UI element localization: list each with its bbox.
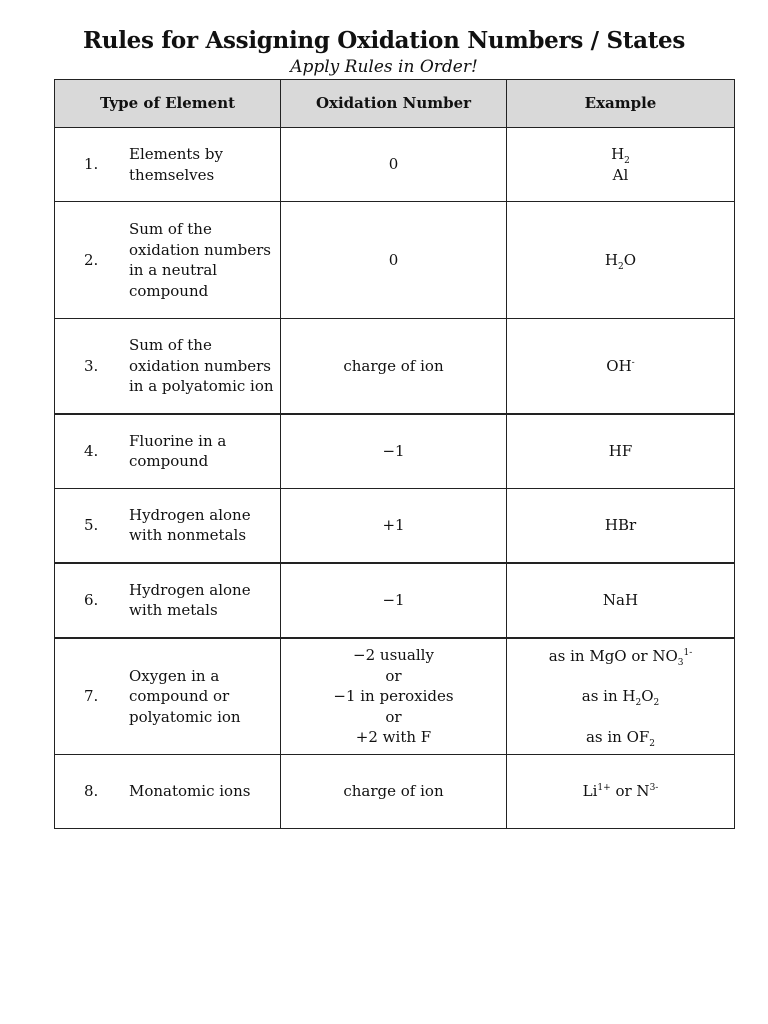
formula-part: 2 — [649, 738, 656, 749]
oxidation-line: or — [385, 666, 402, 685]
oxidation-cell — [281, 638, 507, 755]
formula-part: 1- — [683, 647, 693, 658]
example-cell — [507, 638, 735, 755]
oxidation-value: 0 — [388, 250, 399, 269]
table-body — [55, 128, 735, 829]
rule-number: 4. — [84, 442, 99, 460]
formula-part: O — [623, 250, 637, 269]
example-cell — [507, 128, 735, 202]
type-cell — [55, 128, 281, 202]
formula-part: Li — [582, 782, 598, 801]
example-formula — [507, 646, 734, 667]
rule-number: 8. — [84, 782, 99, 801]
example-formula — [507, 727, 734, 748]
table-header-row — [55, 80, 735, 128]
oxidation-line: +2 with F — [355, 728, 432, 746]
rule-number: 7. — [84, 687, 99, 705]
rule-type-label: Sum of the oxidation numbers in a neutral compound — [129, 220, 272, 300]
oxidation-cell — [281, 489, 507, 563]
rule-number: 5. — [84, 516, 99, 534]
oxidation-value: charge of ion — [343, 356, 444, 375]
type-cell — [55, 489, 281, 563]
example-formula — [507, 165, 734, 186]
rule-number: 1. — [84, 155, 99, 174]
oxidation-line: −1 in peroxides — [333, 687, 454, 705]
example-formula — [507, 441, 734, 462]
example-cell — [507, 755, 735, 829]
page-title: Rules for Assigning Oxidation Numbers / States — [82, 27, 686, 54]
type-cell — [55, 638, 281, 755]
table-row — [55, 755, 735, 829]
formula-part: as in MgO or NO — [548, 646, 678, 665]
rules-table — [54, 79, 735, 829]
example-formula — [507, 515, 734, 536]
oxidation-value: −1 — [382, 590, 405, 609]
type-cell — [55, 202, 281, 319]
table-row — [55, 319, 735, 414]
table-row — [55, 414, 735, 489]
example-formula — [507, 356, 734, 377]
column-header-example: Example — [507, 80, 735, 128]
example-cell — [507, 489, 735, 563]
example-formula — [507, 144, 734, 165]
oxidation-cell — [281, 319, 507, 414]
example-cell — [507, 563, 735, 638]
example-cell — [507, 319, 735, 414]
table-row — [55, 638, 735, 755]
type-cell — [55, 563, 281, 638]
formula-part: H — [604, 250, 619, 269]
oxidation-cell — [281, 755, 507, 829]
rule-type-label: Monatomic ions — [129, 782, 251, 801]
rule-number: 2. — [84, 250, 99, 269]
table-row — [55, 563, 735, 638]
formula-part: as in H — [581, 687, 636, 705]
example-cell — [507, 202, 735, 319]
type-cell — [55, 414, 281, 489]
oxidation-line: or — [385, 707, 402, 726]
oxidation-value: +1 — [382, 516, 405, 534]
table-row — [55, 489, 735, 563]
formula-part: 1+ — [597, 783, 611, 794]
formula-part: H — [611, 145, 625, 163]
oxidation-line: −2 usually — [353, 646, 434, 664]
example-formula — [507, 781, 734, 802]
formula-part: Al — [612, 165, 629, 184]
formula-part: 2 — [624, 156, 630, 166]
oxidation-value: charge of ion — [343, 782, 444, 801]
formula-part: HF — [608, 442, 633, 460]
formula-part: 2 — [618, 261, 624, 272]
rule-type-label: Sum of the oxidation numbers in a polyatomic ion — [129, 336, 274, 395]
rule-type-label: Fluorine in a compound — [129, 431, 227, 471]
rule-number: 3. — [84, 356, 99, 375]
oxidation-cell — [281, 414, 507, 489]
formula-part: 3- — [649, 783, 659, 794]
formula-part: or N — [610, 782, 650, 801]
example-formula — [507, 250, 734, 271]
oxidation-value: −1 — [382, 442, 405, 460]
formula-part: 3 — [677, 657, 684, 668]
formula-part: O — [641, 687, 654, 705]
oxidation-cell — [281, 202, 507, 319]
formula-part: HBr — [604, 516, 637, 534]
type-cell — [55, 755, 281, 829]
example-cell — [507, 414, 735, 489]
formula-part: - — [631, 357, 635, 368]
rule-type-label: Hydrogen alone with nonmetals — [129, 505, 251, 545]
formula-part: 2 — [635, 698, 642, 708]
oxidation-cell — [281, 128, 507, 202]
column-header-oxidation: Oxidation Number — [281, 80, 507, 128]
oxidation-cell — [281, 563, 507, 638]
oxidation-value: 0 — [388, 155, 399, 174]
rule-type-label: Elements by themselves — [129, 145, 223, 184]
rule-type-label: Hydrogen alone with metals — [129, 580, 251, 619]
column-header-type: Type of Element — [55, 80, 281, 128]
rule-type-label: Oxygen in a compound or polyatomic ion — [129, 666, 241, 726]
formula-part: as in OF — [585, 727, 650, 746]
example-formula — [507, 590, 734, 611]
page-subtitle: Apply Rules in Order! — [290, 57, 478, 77]
rule-number: 6. — [84, 590, 99, 609]
formula-part: NaH — [602, 590, 639, 609]
table-row — [55, 202, 735, 319]
formula-part: OH — [606, 356, 632, 375]
example-formula — [507, 686, 734, 707]
formula-part: 2 — [653, 698, 660, 708]
type-cell — [55, 319, 281, 414]
table-row — [55, 128, 735, 202]
